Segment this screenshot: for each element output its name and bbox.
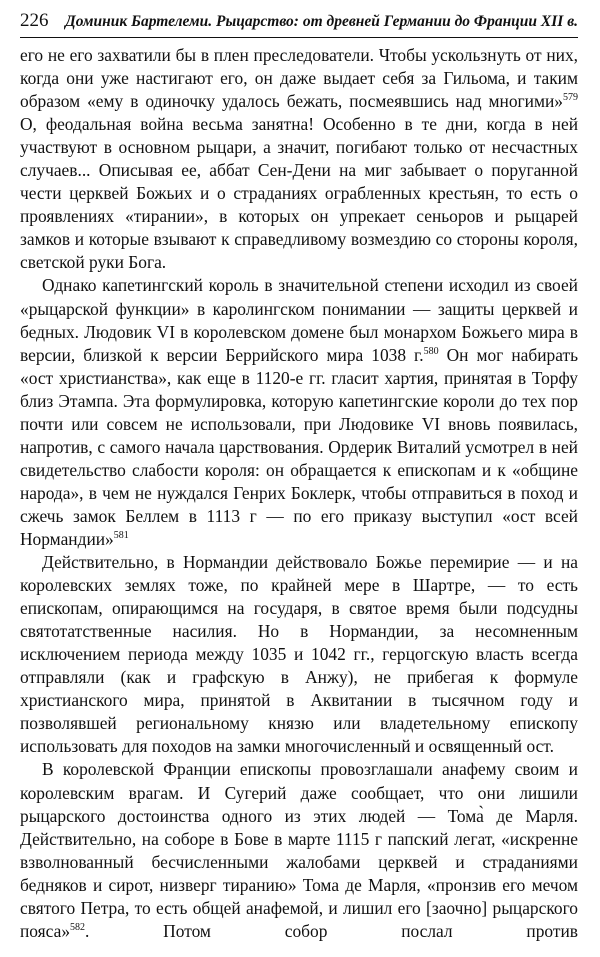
text-run: О, феодальная война весьма занятна! Особенно в те дни, когда в ней участвуют в основном рыцари, а значит, погибают только от несчастных случаев... Описывая ее, аббат Сен-Дени на миг забывает о поруганной чести церквей Божьих и о страданиях ограбленных крестьян, то есть о проявлениях «тирании», в которых он упрекает сеньоров и рыцарей замков и которые взывают к справедливому возмездию со стороны короля, светской руки Бога. — [20, 114, 578, 273]
footnote-marker: 579 — [563, 92, 578, 104]
running-head: Доминик Бартелеми. Рыцарство: от древней Германии до Франции XII в. — [65, 13, 578, 30]
footnote-marker: 581 — [113, 530, 129, 542]
text-run: Он мог набирать «ост христианства», как еще в 1120-е гг. гласит хартия, принятая в Торфу близ Этампа. Эта формулировка, которую капетингские короли до тех пор почти или совсем не использовали, при Людовике VI вновь появилась, напротив, с самого начала царствования. Ордерик Виталий усмотрел в ней свидетельство слабости короля: он обращается к епископам и к «общине народа», в чем не нуждался Генрих Боклерк, чтобы отправиться в поход и сжечь замок Беллем в 1113 г — по его приказу выступил «ост всей Нормандии» — [20, 344, 579, 549]
paragraph-3 — [20, 551, 578, 758]
text-run: Однако капетингский король в значительной степени исходил из своей «рыцарской функции» в каролингском понимании — защиты церквей и бедных. Людовик VI в королевском домене был монархом Божьего мира в версии, близкой к версии Беррийского мира 1038 г. — [20, 275, 578, 365]
text-run: его не его захватили бы в плен преследователи. Чтобы ускользнуть от них, когда они уже настигают его, он даже выдает себя за Гильома, и таким образом «ему в одиночку удалось бежать, посмеявшись над многими» — [20, 45, 578, 112]
body-text — [20, 44, 578, 943]
text-run: Действительно, в Нормандии действовало Божье перемирие — и на королевских землях тоже, по крайней мере в Шартре, — то есть епископам, опирающимся на государя, в святое время были подсудны святотатственные насилия. Но в Нормандии, за несомненным исключением периода между 1035 и 1042 гг., герцогскую власть всегда отправляли (как и графскую в Анжу), не прибегая к формуле христианского мира, принятой в Аквитании в тысячном году и позволявшей региональному князю или владетельному епископу использовать для походов на замки многочисленный и освященный ост. — [20, 552, 578, 757]
footnote-marker: 580 — [423, 345, 439, 357]
text-run: . Потом собор послал против — [85, 920, 578, 941]
paragraph-2 — [20, 274, 578, 551]
paragraph-1 — [20, 44, 578, 274]
footnote-marker: 582 — [70, 921, 86, 933]
page-header — [20, 10, 578, 38]
text-run: В королевской Франции епископы провозглашали анафему своим и королевским врагам. И Сугерий даже сообщает, что они лишили рыцарского достоинства одного из этих людей — Тома̀ де Марля. Действительно, на соборе в Бове в марте 1115 г папский легат, «искренне взволнованный бесчисленными жалобами церквей и страданиями бедняков и сирот, низверг тиранию» Тома де Марля, «пронзив его мечом святого Петра, то есть общей анафемой, и лишил его [заочно] рыцарского пояса» — [20, 759, 578, 941]
page-number: 226 — [20, 10, 49, 31]
paragraph-4 — [20, 758, 578, 942]
